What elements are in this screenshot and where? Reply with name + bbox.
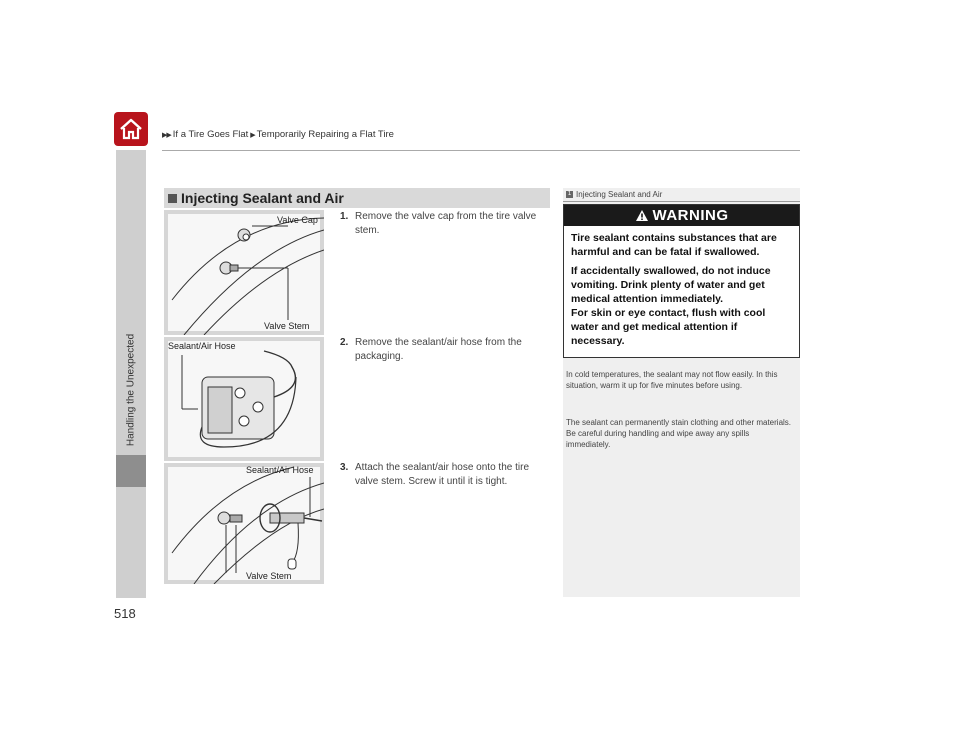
- breadcrumb-arrow-icon: ▶▶: [162, 131, 171, 139]
- breadcrumb-arrow-icon: ▶: [250, 131, 255, 139]
- figure-attach-hose: [164, 463, 324, 584]
- warning-title: WARNING: [652, 207, 729, 224]
- panel-title: [566, 190, 662, 199]
- warning-text-3: For skin or eye contact, flush with cool water and get medical attention if necessary.: [571, 307, 766, 347]
- breadcrumb: [162, 129, 394, 140]
- warning-box: [563, 204, 800, 358]
- sealant-kit-illustration: [164, 337, 324, 461]
- step-text: Attach the sealant/air hose onto the tire valve stem. Screw it until it is tight.: [355, 462, 529, 487]
- warning-triangle-icon: [635, 209, 649, 222]
- label-sealant-air-hose-attach: Sealant/Air Hose: [246, 465, 314, 475]
- label-sealant-air-hose: Sealant/Air Hose: [168, 341, 236, 351]
- warning-text-2: If accidentally swallowed, do not induce vomiting. Drink plenty of water and get medical attention immediately.: [571, 265, 771, 305]
- home-icon: [119, 118, 143, 140]
- home-button[interactable]: [114, 112, 148, 146]
- label-valve-cap: Valve Cap: [277, 215, 318, 225]
- label-valve-stem: Valve Stem: [264, 321, 310, 331]
- attach-hose-illustration: [164, 463, 324, 584]
- step-text: Remove the valve cap from the tire valve stem.: [355, 211, 537, 236]
- notes-panel: [563, 188, 800, 597]
- page-number: 518: [114, 606, 136, 621]
- note-cold-temperature: In cold temperatures, the sealant may not flow easily. In this situation, warm it up for five minutes before using.: [566, 370, 778, 390]
- sidebar-section-tab[interactable]: [116, 455, 146, 487]
- step-3: [340, 461, 550, 489]
- warning-body: [564, 226, 799, 348]
- section-vertical-label: Handling the Unexpected: [125, 333, 137, 447]
- panel-divider: [563, 201, 800, 202]
- panel-title-text: Injecting Sealant and Air: [576, 190, 663, 199]
- warning-text-1: Tire sealant contains substances that are harmful and can be fatal if swallowed.: [571, 232, 777, 258]
- figure-valve-cap: [164, 210, 324, 335]
- valve-cap-illustration: [164, 210, 324, 335]
- step-2: [340, 336, 550, 364]
- breadcrumb-item-flat-tire[interactable]: If a Tire Goes Flat: [172, 129, 249, 140]
- label-valve-stem-attach: Valve Stem: [246, 571, 292, 581]
- step-number: 3.: [340, 462, 349, 473]
- step-text: Remove the sealant/air hose from the packaging.: [355, 337, 522, 362]
- step-1: [340, 210, 550, 238]
- note-staining: The sealant can permanently stain clothing and other materials. Be careful during handling and wipe away any spills immediately.: [566, 418, 792, 449]
- section-heading-text: Injecting Sealant and Air: [181, 190, 344, 206]
- figure-sealant-kit: [164, 337, 324, 461]
- section-heading: [164, 188, 550, 208]
- step-number: 1.: [340, 211, 349, 222]
- breadcrumb-item-repair[interactable]: Temporarily Repairing a Flat Tire: [256, 129, 394, 140]
- header-divider: [162, 150, 800, 151]
- heading-square-icon: [168, 194, 177, 203]
- note-marker-icon: 1: [567, 191, 572, 197]
- warning-header: [564, 205, 799, 226]
- step-number: 2.: [340, 337, 349, 348]
